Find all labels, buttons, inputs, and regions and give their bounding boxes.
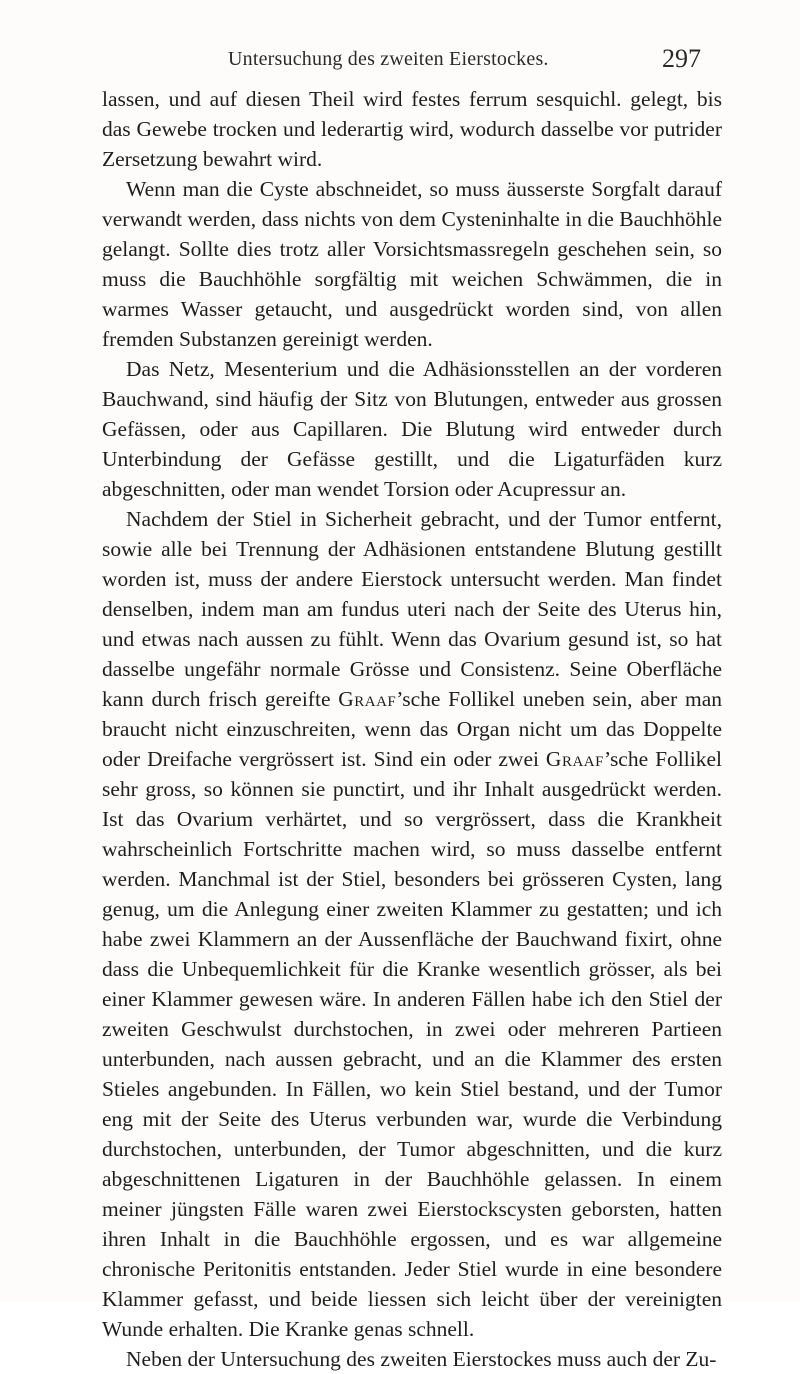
paragraph-text-segment: ’sche Follikel uneben sein, aber man braucht nicht einzuschreiten, wenn das Organ nicht um das Doppelte oder Dreifache vergrössert ist. Sind ein oder zwei	[102, 687, 722, 771]
running-title: Untersuchung des zweiten Eierstockes.	[228, 48, 549, 70]
paragraph-final-line: Neben der Untersuchung des zweiten Eierstockes muss auch der Zu-	[126, 1347, 717, 1371]
paragraph-text-segment: Nachdem der Stiel in Sicherheit gebracht, und der Tumor entfernt, sowie alle bei Trennung der Adhäsionen entstandene Blutung gestillt worden ist, muss der andere Eierstock untersucht werden. Man findet denselben, indem man am fundus uteri nach der Seite des Uterus hin, und etwas nach aussen zu fühlt. Wenn das Ovarium gesund ist, so hat dasselbe ungefähr normale Grösse und Consistenz. Seine Oberfläche kann durch frisch gereifte	[102, 507, 722, 711]
paragraph-cyst-removal: Wenn man die Cyste abschneidet, so muss äusserste Sorgfalt darauf verwandt werden, dass nichts von dem Cysteninhalte in die Bauchhöhle gelangt. Sollte dies trotz aller Vorsichtsmassregeln geschehen sein, so muss die Bauchhöhle sorgfältig mit weichen Schwämmen, die in warmes Wasser getaucht, und ausgedrückt worden sind, von allen fremden Substanzen gereinigt werden.	[102, 177, 722, 351]
page-number: 297	[662, 44, 701, 73]
paragraph-continuation: lassen, und auf diesen Theil wird festes ferrum sesquichl. gelegt, bis das Gewebe trocken und lederartig wird, wodurch dasselbe vor putrider Zersetzung bewahrt wird.	[102, 87, 722, 171]
author-name: Graaf	[338, 687, 397, 711]
paragraph-second-ovary	[102, 504, 722, 1344]
page-header	[218, 44, 738, 76]
paragraph-bleeding: Das Netz, Mesenterium und die Adhäsionsstellen an der vorderen Bauchwand, sind häufig der Sitz von Blutungen, entweder aus grossen Gefässen, oder aus Capillaren. Die Blutung wird entweder durch Unterbindung der Gefässe gestillt, und die Ligaturfäden kurz abgeschnitten, oder man wendet Torsion oder Acupressur an.	[102, 357, 722, 501]
body-text	[102, 84, 722, 1374]
paragraph-text-segment: ’sche Follikel sehr gross, so können sie punctirt, und ihr Inhalt ausgedrückt werden. Ist das Ovarium verhärtet, und so vergrössert, dass die Krankheit wahrscheinlich Fortschritte machen wird, so muss dasselbe entfernt werden. Manchmal ist der Stiel, besonders bei grösseren Cysten, lang genug, um die Anlegung einer zweiten Klammer zu gestatten; und ich habe zwei Klammern an der Aussenfläche der Bauchwand fixirt, ohne dass die Unbequemlichkeit für die Kranke wesentlich grösser, als bei einer Klammer gewesen wäre. In anderen Fällen habe ich den Stiel der zweiten Geschwulst durchstochen, in zwei oder mehreren Partieen unterbunden, nach aussen gebracht, und an die Klammer des ersten Stieles angebunden. In Fällen, wo kein Stiel bestand, und der Tumor eng mit der Seite des Uterus verbunden war, wurde die Verbindung durchstochen, unterbunden, der Tumor abgeschnitten, und die kurz abgeschnittenen Ligaturen in der Bauchhöhle gelassen. In einem meiner jüngsten Fälle waren zwei Eierstockscysten geborsten, hatten ihren Inhalt in die Bauchhöhle ergossen, und es war allgemeine chronische Peritonitis entstanden. Jeder Stiel wurde in eine besondere Klammer gefasst, und beide liessen sich leicht über der vereinigten Wunde erhalten. Die Kranke genas schnell.	[102, 747, 722, 1341]
author-name: Graaf	[545, 747, 604, 771]
